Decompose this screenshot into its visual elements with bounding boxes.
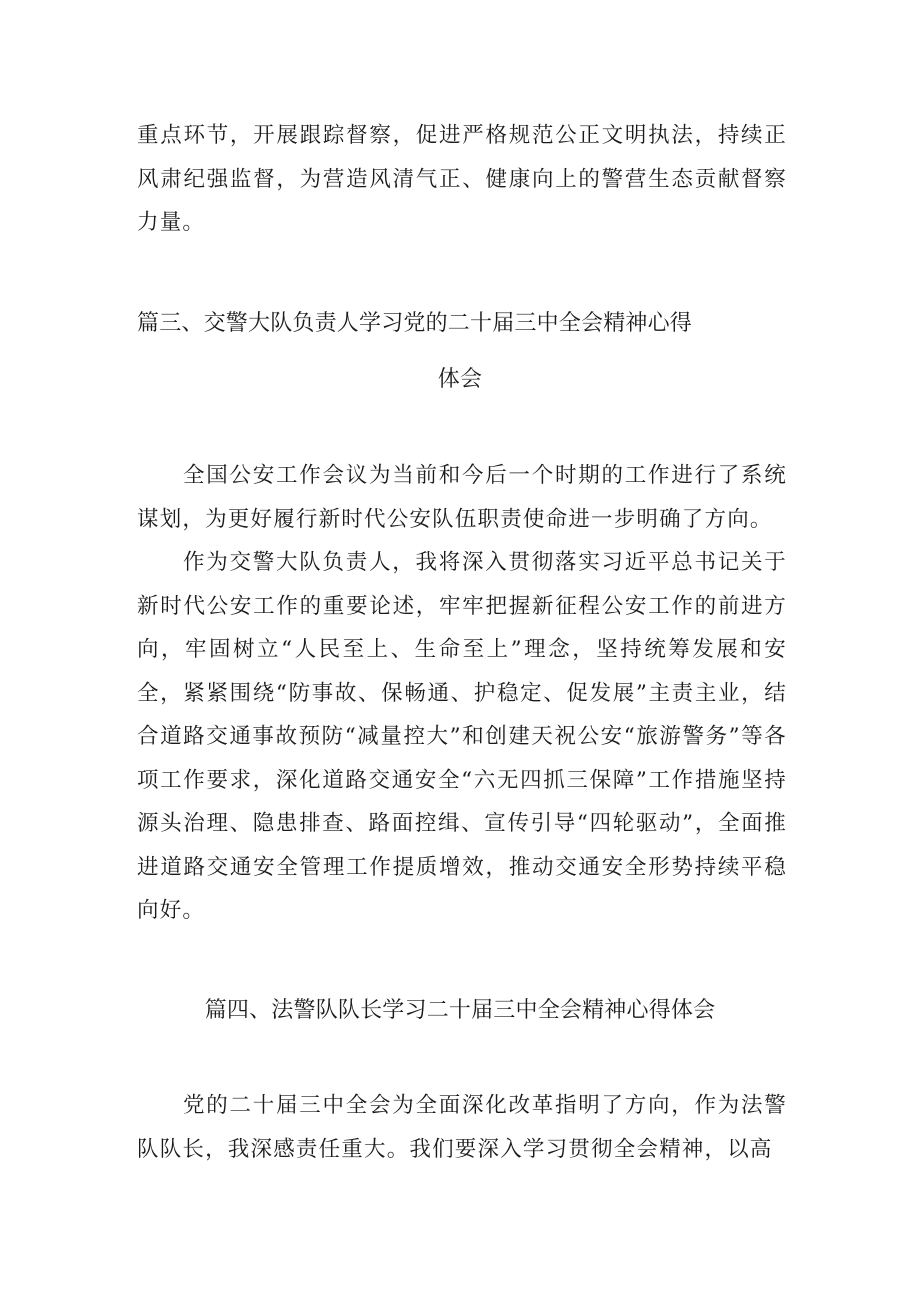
section3-title-line2: 体会 (437, 367, 483, 392)
section4-title: 篇四、法警队队长学习二十届三中全会精神心得体会 (204, 998, 716, 1023)
continued-paragraph: 重点环节，开展跟踪督察，促进严格规范公正文明执法，持续正风肃纪强监督，为营造风清气正、健康向上的警营生态贡献督察力量。 (137, 123, 787, 235)
section3-paragraph-1: 全国公安工作会议为当前和今后一个时期的工作进行了系统谋划，为更好履行新时代公安队伍职责使命进一步明确了方向。 (137, 463, 787, 532)
section4-paragraph-1: 党的二十届三中全会为全面深化改革指明了方向，作为法警队队长，我深感责任重大。我们要深入学习贯彻全会精神，以高 (137, 1093, 787, 1162)
section3-paragraph-2: 作为交警大队负责人，我将深入贯彻落实习近平总书记关于新时代公安工作的重要论述，牢牢把握新征程公安工作的前进方向，牢固树立“人民至上、生命至上”理念，坚持统筹发展和安全，紧紧围绕“防事故、保畅通、护稳定、促发展”主责主业，结合道路交通事故预防“减量控大”和创建天祝公安“旅游警务”等各项工作要求，深化道路交通安全“六无四抓三保障”工作措施坚持源头治理、隐患排查、路面控缉、宣传引导“四轮驱动”，全面推进道路交通安全管理工作提质增效，推动交通安全形势持续平稳向好。 (137, 550, 787, 923)
section3-title-line1: 篇三、交警大队负责人学习党的二十届三中全会精神心得 (137, 311, 693, 336)
